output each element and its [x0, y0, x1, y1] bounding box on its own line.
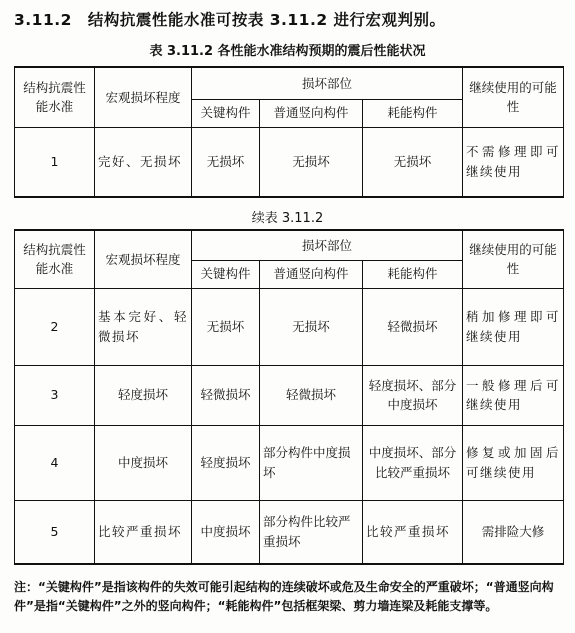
cell-use: 稍加修理即可继续使用: [463, 288, 564, 365]
cell-macro: 完好、无损坏: [95, 127, 192, 197]
header-damage-location: 损坏部位: [192, 230, 463, 260]
header-continued-use: 继续使用的可能性: [463, 67, 564, 127]
cell-energy: 轻微损坏: [363, 288, 463, 365]
cell-key: 轻微损坏: [192, 365, 260, 425]
performance-table-part1: [14, 66, 564, 198]
table-caption: 表 3.11.2 各性能水准结构预期的震后性能状况: [149, 44, 426, 59]
header-key-members: 关键构件: [192, 99, 260, 127]
cell-key: 无损坏: [192, 288, 260, 365]
header-continued-use: 继续使用的可能性: [463, 230, 564, 288]
header-normal-vertical: 普通竖向构件: [260, 99, 363, 127]
table-note: 注：“关键构件”是指该构件的失效可能引起结构的连续破坏或危及生命安全的严重破坏；“普通竖向构件”是指“关键构件”之外的竖向构件；“耗能构件”包括框架梁、剪力墙连梁及耗能支撑等。: [14, 580, 554, 613]
performance-table-part2: [14, 229, 564, 565]
header-energy-dissipating: 耗能构件: [363, 260, 463, 288]
cell-level: 3: [15, 365, 95, 425]
header-macro-damage: 宏观损坏程度: [95, 67, 192, 127]
continued-caption: 续表 3.11.2: [251, 211, 324, 226]
table-row: [15, 500, 564, 564]
cell-level: 4: [15, 425, 95, 500]
header-level: 结构抗震性能水准: [15, 67, 95, 127]
header-damage-location: 损坏部位: [192, 67, 463, 99]
cell-level: 1: [15, 127, 95, 197]
cell-energy: 轻度损坏、部分中度损坏: [363, 365, 463, 425]
cell-key: 轻度损坏: [192, 425, 260, 500]
clause-heading: [14, 8, 446, 30]
cell-macro: 比较严重损坏: [95, 500, 192, 564]
table-header-row: [15, 67, 564, 99]
header-level: 结构抗震性能水准: [15, 230, 95, 288]
clause-text: 结构抗震性能水准可按表 3.11.2 进行宏观判别。: [87, 11, 446, 29]
header-macro-damage: 宏观损坏程度: [95, 230, 192, 288]
cell-macro: 轻度损坏: [95, 365, 192, 425]
cell-key: 中度损坏: [192, 500, 260, 564]
table-row: [15, 127, 564, 197]
cell-level: 5: [15, 500, 95, 564]
cell-normal: 无损坏: [260, 288, 363, 365]
table-row: [15, 365, 564, 425]
cell-energy: 无损坏: [363, 127, 463, 197]
table-header-row: [15, 230, 564, 260]
cell-use: 需排险大修: [463, 500, 564, 564]
cell-level: 2: [15, 288, 95, 365]
header-key-members: 关键构件: [192, 260, 260, 288]
clause-number: 3.11.2: [14, 11, 72, 29]
cell-normal: 无损坏: [260, 127, 363, 197]
table-row: [15, 425, 564, 500]
cell-use: 不需修理即可继续使用: [463, 127, 564, 197]
cell-normal: 部分构件比较严重损坏: [260, 500, 363, 564]
header-energy-dissipating: 耗能构件: [363, 99, 463, 127]
cell-macro: 基本完好、轻微损坏: [95, 288, 192, 365]
cell-normal: 部分构件中度损坏: [260, 425, 363, 500]
header-normal-vertical: 普通竖向构件: [260, 260, 363, 288]
cell-key: 无损坏: [192, 127, 260, 197]
cell-energy: 中度损坏、部分比较严重损坏: [363, 425, 463, 500]
cell-use: 一般修理后可继续使用: [463, 365, 564, 425]
cell-use: 修复或加固后可继续使用: [463, 425, 564, 500]
cell-macro: 中度损坏: [95, 425, 192, 500]
cell-energy: 比较严重损坏: [363, 500, 463, 564]
table-row: [15, 288, 564, 365]
cell-normal: 轻微损坏: [260, 365, 363, 425]
